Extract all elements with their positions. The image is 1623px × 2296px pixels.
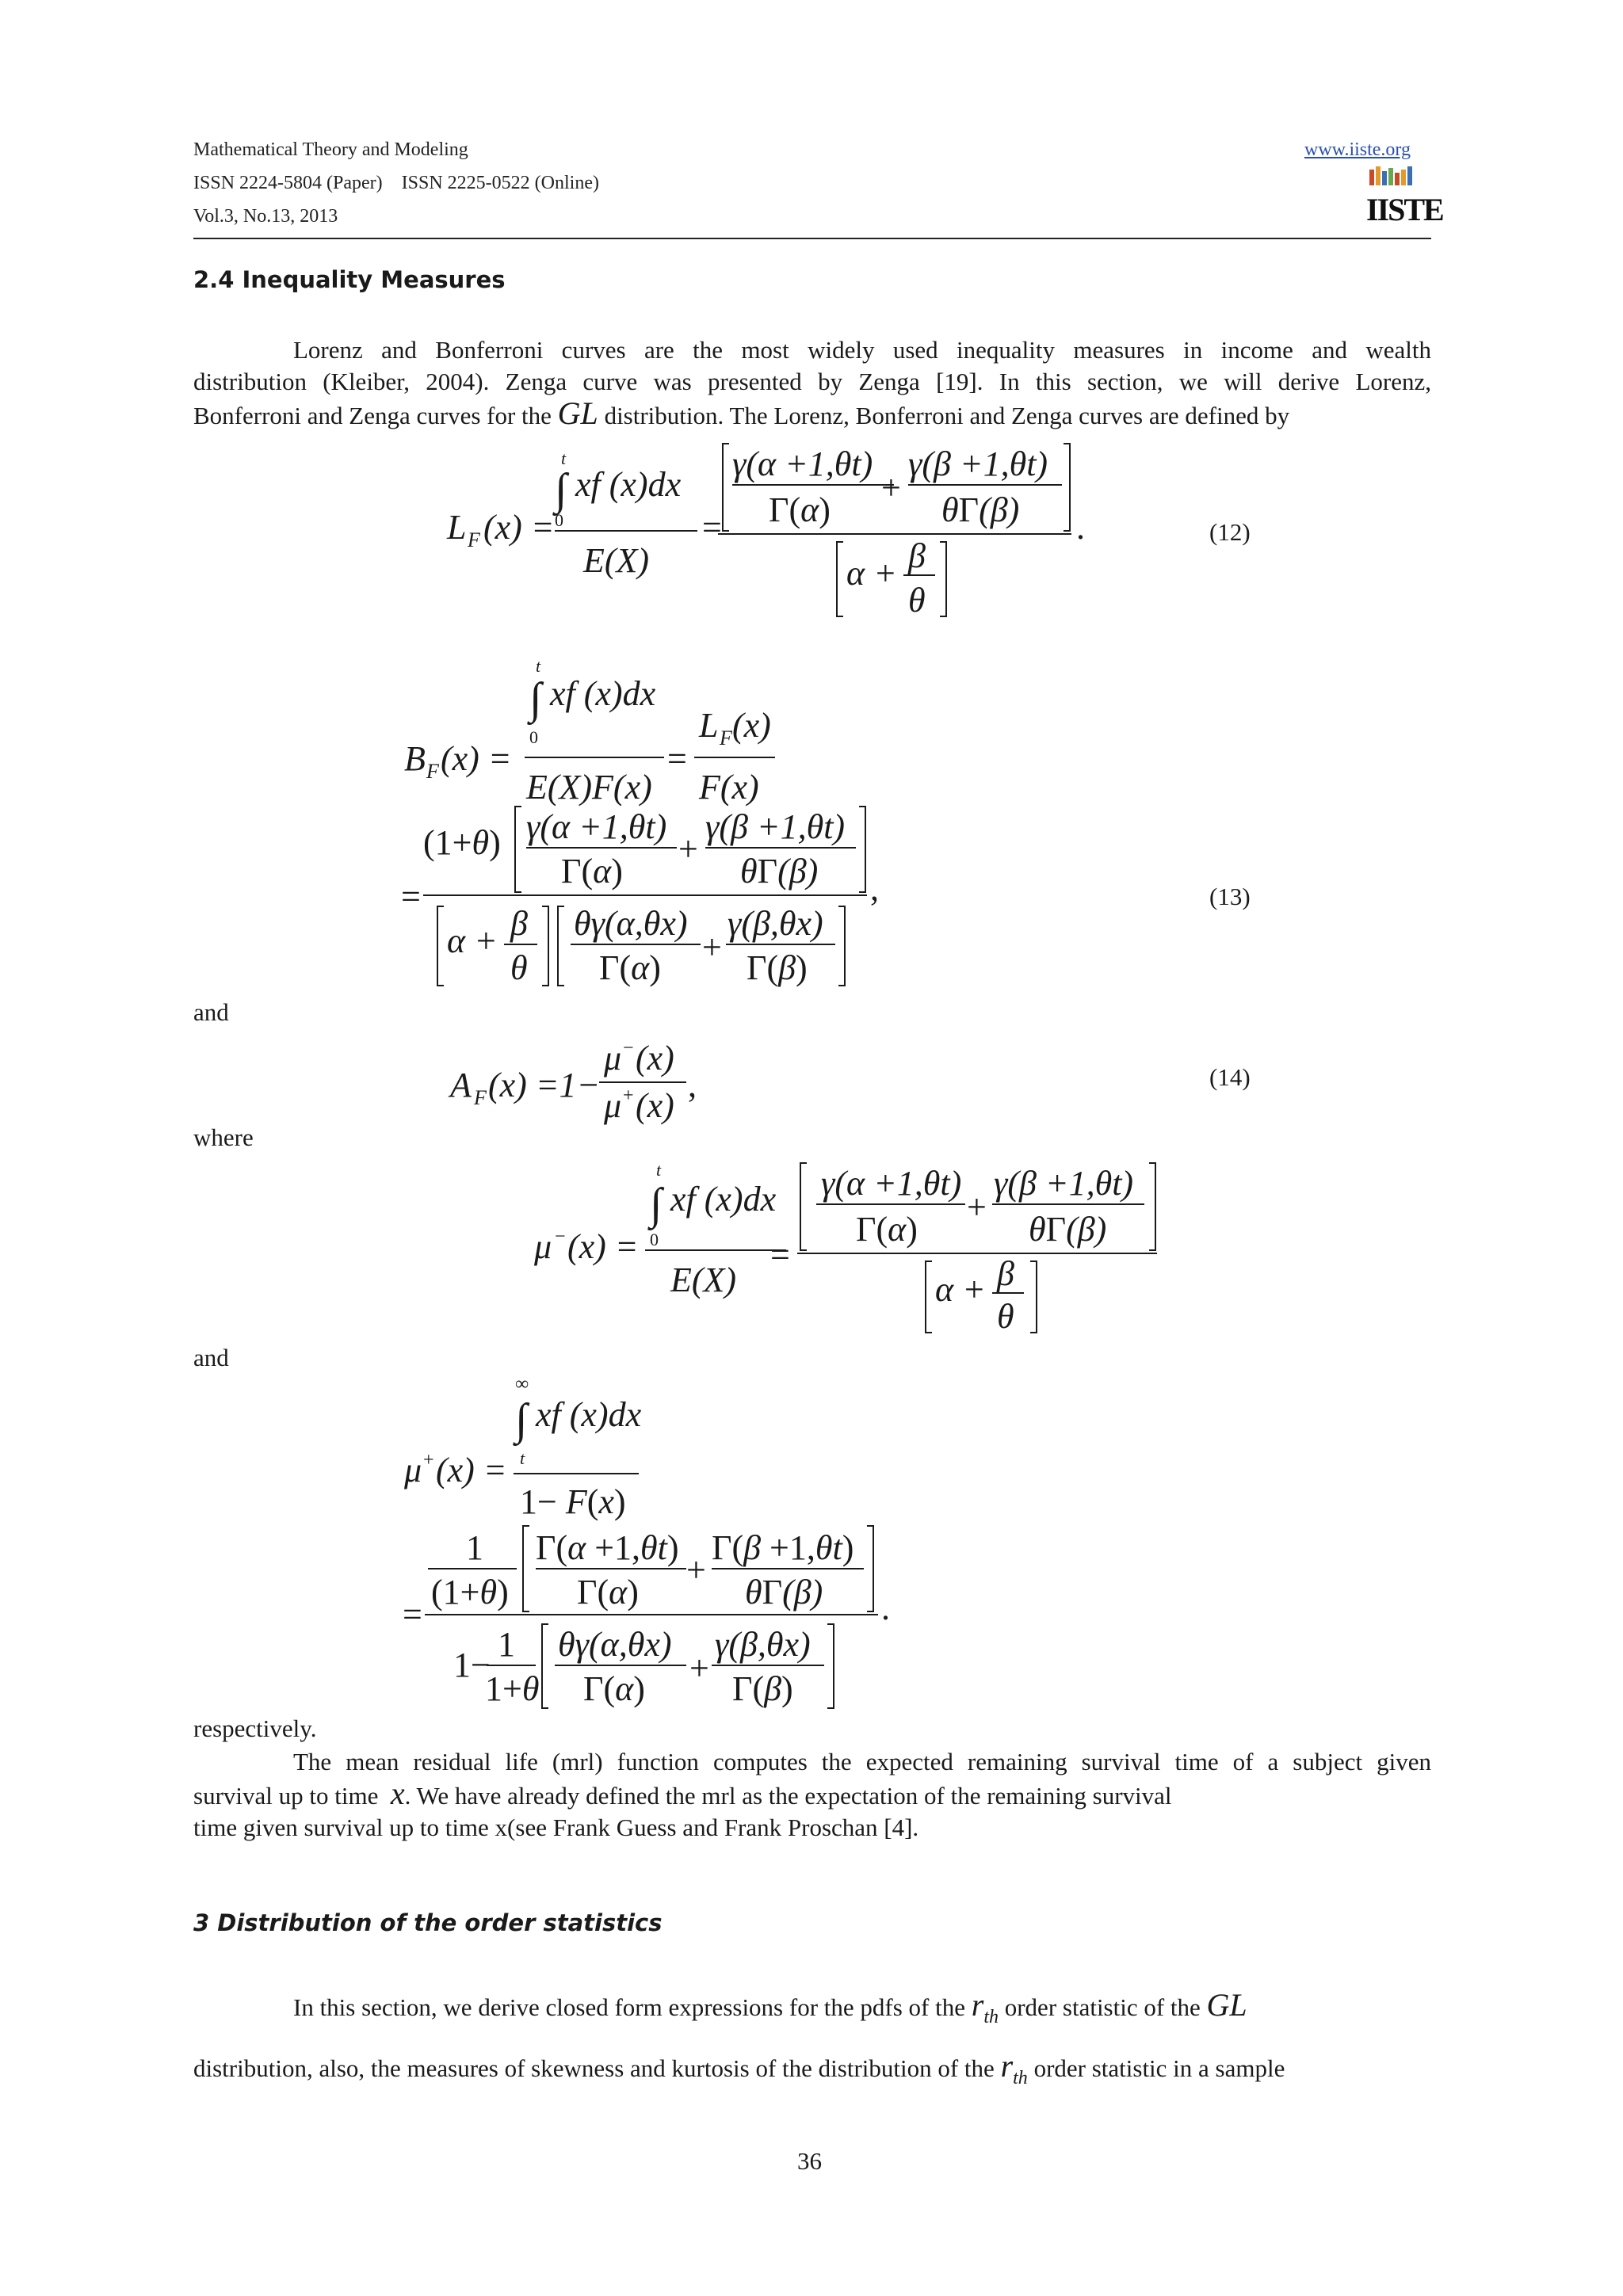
svg-text:Γ(β): Γ(β) <box>747 948 808 987</box>
svg-text:α +: α + <box>935 1270 986 1309</box>
svg-text:0: 0 <box>529 727 538 747</box>
connector-respectively: respectively. <box>193 1714 317 1742</box>
svg-text:Γ(β): Γ(β) <box>732 1669 793 1708</box>
svg-text:=: = <box>667 739 687 778</box>
svg-text:0: 0 <box>555 510 563 530</box>
svg-text:1−: 1− <box>453 1646 491 1684</box>
section-heading-2-4: 2.4 Inequality Measures <box>193 266 506 293</box>
svg-text:(x): (x) <box>636 1039 674 1077</box>
iiste-logo <box>1365 166 1443 227</box>
svg-text:E(X)F(x): E(X)F(x) <box>526 768 652 807</box>
svg-text:t: t <box>520 1448 525 1468</box>
svg-text:θΓ(β): θΓ(β) <box>745 1573 823 1611</box>
svg-text:xf (x)dx: xf (x)dx <box>536 1395 642 1434</box>
svg-text:θΓ(β): θΓ(β) <box>941 490 1020 529</box>
svg-text:μ: μ <box>604 1086 622 1125</box>
svg-text:0: 0 <box>650 1230 659 1249</box>
svg-text:+: + <box>881 468 901 507</box>
r-th-symbol: $r_{th}$ <box>971 1987 999 2027</box>
svg-text:t: t <box>656 1160 662 1180</box>
svg-text:θ: θ <box>908 581 926 620</box>
svg-text:A: A <box>450 1066 472 1104</box>
header-rule <box>193 238 1431 239</box>
svg-text:1: 1 <box>466 1528 483 1567</box>
svg-text:,: , <box>688 1066 697 1104</box>
svg-text:−: − <box>555 1226 566 1247</box>
para-line: survival up to time x. We have already defined the mrl as the expectation of the remaining survival <box>193 1775 1172 1811</box>
x-symbol: x <box>390 1775 405 1811</box>
svg-text:θΓ(β): θΓ(β) <box>740 852 819 891</box>
svg-text:∫: ∫ <box>515 1395 528 1444</box>
svg-text:γ(β,θx): γ(β,θx) <box>727 904 823 943</box>
svg-text:F: F <box>468 528 480 551</box>
svg-text:α +: α + <box>846 554 897 593</box>
gl-symbol: GL <box>557 395 598 431</box>
svg-text:F: F <box>474 1086 487 1109</box>
svg-text:F: F <box>426 760 439 783</box>
equation-number-13: (13) <box>1209 883 1251 910</box>
svg-text:γ(β,θx): γ(β,θx) <box>715 1625 811 1664</box>
connector-where: where <box>193 1123 254 1151</box>
svg-text:xf (x)dx: xf (x)dx <box>670 1180 777 1219</box>
page-number: 36 <box>797 2147 822 2175</box>
svg-text:+: + <box>967 1188 987 1226</box>
svg-text:.: . <box>1076 508 1085 547</box>
svg-text:Γ(α): Γ(α) <box>583 1669 645 1708</box>
svg-text:E(X): E(X) <box>670 1261 737 1299</box>
equation-12-lorenz <box>428 436 1102 626</box>
r-th-symbol: $r_{th}$ <box>1000 2048 1028 2088</box>
svg-text:θ: θ <box>510 948 528 987</box>
svg-text:β: β <box>908 536 926 575</box>
para-line: distribution (Kleiber, 2004). Zenga curve was presented by Zenga [19]. In this section, we will derive Lorenz, <box>193 368 1431 395</box>
svg-text:=: = <box>702 508 722 547</box>
equation-13-bonferroni <box>380 658 919 998</box>
svg-text:L: L <box>699 706 719 745</box>
svg-text:(x): (x) <box>636 1086 674 1125</box>
paragraph-mrl <box>193 1746 1431 1844</box>
svg-text:μ: μ <box>604 1039 622 1077</box>
svg-text:μ: μ <box>534 1227 552 1266</box>
svg-text:θγ(α,θx): θγ(α,θx) <box>574 904 688 943</box>
svg-text:F: F <box>720 727 732 749</box>
svg-text:γ(α +1,θt): γ(α +1,θt) <box>732 444 873 483</box>
svg-text:(x): (x) <box>732 706 771 745</box>
svg-text:F(x): F(x) <box>699 768 759 807</box>
connector-and-1: and <box>193 998 229 1026</box>
paragraph-inequality <box>193 334 1431 432</box>
svg-text:xf (x)dx: xf (x)dx <box>575 465 682 504</box>
svg-text:Γ(α): Γ(α) <box>577 1573 639 1611</box>
equation-number-12: (12) <box>1209 518 1251 546</box>
svg-text:(1+θ): (1+θ) <box>423 823 501 862</box>
svg-text:+: + <box>678 830 698 868</box>
svg-text:β: β <box>997 1254 1014 1293</box>
equation-mu-plus <box>396 1374 919 1711</box>
svg-text:Γ(α): Γ(α) <box>561 852 623 891</box>
section-heading-3: 3 Distribution of the order statistics <box>193 1909 663 1936</box>
issn-line: ISSN 2224-5804 (Paper) ISSN 2225-0522 (Online) <box>193 173 599 193</box>
svg-text:∫: ∫ <box>650 1180 663 1229</box>
svg-text:E(X): E(X) <box>583 541 650 580</box>
svg-text:(x) =: (x) = <box>483 508 555 547</box>
svg-text:B: B <box>404 739 426 778</box>
svg-text:Γ(α): Γ(α) <box>856 1210 918 1249</box>
svg-text:Γ(α): Γ(α) <box>599 948 661 987</box>
svg-text:β: β <box>510 904 528 943</box>
journal-name: Mathematical Theory and Modeling <box>193 139 468 160</box>
svg-text:,: , <box>870 869 879 908</box>
connector-and-2: and <box>193 1344 229 1371</box>
svg-text:1− F(x): 1− F(x) <box>520 1482 626 1521</box>
para-line: time given survival up to time x(see Frank Guess and Frank Proschan [4]. <box>193 1814 919 1841</box>
paragraph-order-statistics <box>193 1981 1431 2103</box>
svg-text:+: + <box>702 928 722 967</box>
svg-text:+: + <box>686 1550 706 1589</box>
journal-url-link[interactable]: www.iiste.org <box>1304 139 1411 160</box>
para-line: Bonferroni and Zenga curves for the GL distribution. The Lorenz, Bonferroni and Zenga curves are defined by <box>193 395 1290 431</box>
svg-text:γ(β +1,θt): γ(β +1,θt) <box>705 807 846 846</box>
svg-text:μ: μ <box>404 1451 422 1489</box>
svg-text:+: + <box>689 1649 709 1688</box>
svg-text:θ: θ <box>997 1297 1014 1336</box>
svg-text:∫: ∫ <box>529 674 542 723</box>
svg-text:∞: ∞ <box>515 1374 529 1394</box>
svg-text:.: . <box>881 1589 890 1627</box>
svg-text:+: + <box>623 1085 634 1106</box>
svg-text:1: 1 <box>498 1625 515 1664</box>
para-line: The mean residual life (mrl) function computes the expected remaining survival time of a subject given <box>293 1748 1431 1775</box>
svg-text:α +: α + <box>447 921 498 960</box>
svg-text:θγ(α,θx): θγ(α,θx) <box>558 1625 672 1664</box>
para-line: Lorenz and Bonferroni curves are the most widely used inequality measures in income and wealth <box>293 336 1431 364</box>
svg-text:t: t <box>536 656 541 676</box>
volume-line: Vol.3, No.13, 2013 <box>193 206 338 227</box>
svg-text:=: = <box>403 1595 422 1634</box>
svg-text:(x) =: (x) = <box>567 1227 639 1266</box>
svg-text:xf (x)dx: xf (x)dx <box>550 674 656 713</box>
logo-text: IISTE <box>1366 192 1443 227</box>
equation-mu-minus <box>523 1155 1173 1337</box>
svg-text:L: L <box>447 508 467 547</box>
svg-text:Γ(α +1,θt): Γ(α +1,θt) <box>536 1528 679 1567</box>
svg-text:γ(α +1,θt): γ(α +1,θt) <box>526 807 667 846</box>
svg-text:1+θ: 1+θ <box>485 1669 540 1708</box>
svg-text:Γ(α): Γ(α) <box>769 490 831 529</box>
svg-text:γ(β +1,θt): γ(β +1,θt) <box>994 1164 1134 1203</box>
equation-number-14: (14) <box>1209 1063 1251 1091</box>
svg-text:γ(α +1,θt): γ(α +1,θt) <box>821 1164 962 1203</box>
svg-text:θΓ(β): θΓ(β) <box>1029 1210 1107 1249</box>
svg-text:(1+θ): (1+θ) <box>431 1573 509 1611</box>
svg-text:(x) =: (x) = <box>436 1451 507 1489</box>
svg-text:t: t <box>561 448 567 468</box>
gl-symbol: GL <box>1206 1987 1247 2023</box>
svg-text:(x) =: (x) = <box>441 739 512 778</box>
svg-text:+: + <box>423 1450 434 1470</box>
svg-text:−: − <box>623 1038 634 1058</box>
svg-text:γ(β +1,θt): γ(β +1,θt) <box>908 444 1048 483</box>
equation-14-zenga <box>441 1030 726 1133</box>
para-line: In this section, we derive closed form expressions for the pdfs of the $r_{th}$ order statistic of the GL <box>293 1987 1247 2027</box>
svg-text:=: = <box>401 877 421 916</box>
svg-text:=: = <box>770 1235 790 1274</box>
para-line: distribution, also, the measures of skewness and kurtosis of the distribution of the $r_{th}$ order statistic in a sample <box>193 2048 1285 2088</box>
svg-text:(x) =1−: (x) =1− <box>488 1066 601 1104</box>
svg-text:Γ(β +1,θt): Γ(β +1,θt) <box>712 1528 854 1567</box>
svg-text:∫: ∫ <box>555 465 567 514</box>
